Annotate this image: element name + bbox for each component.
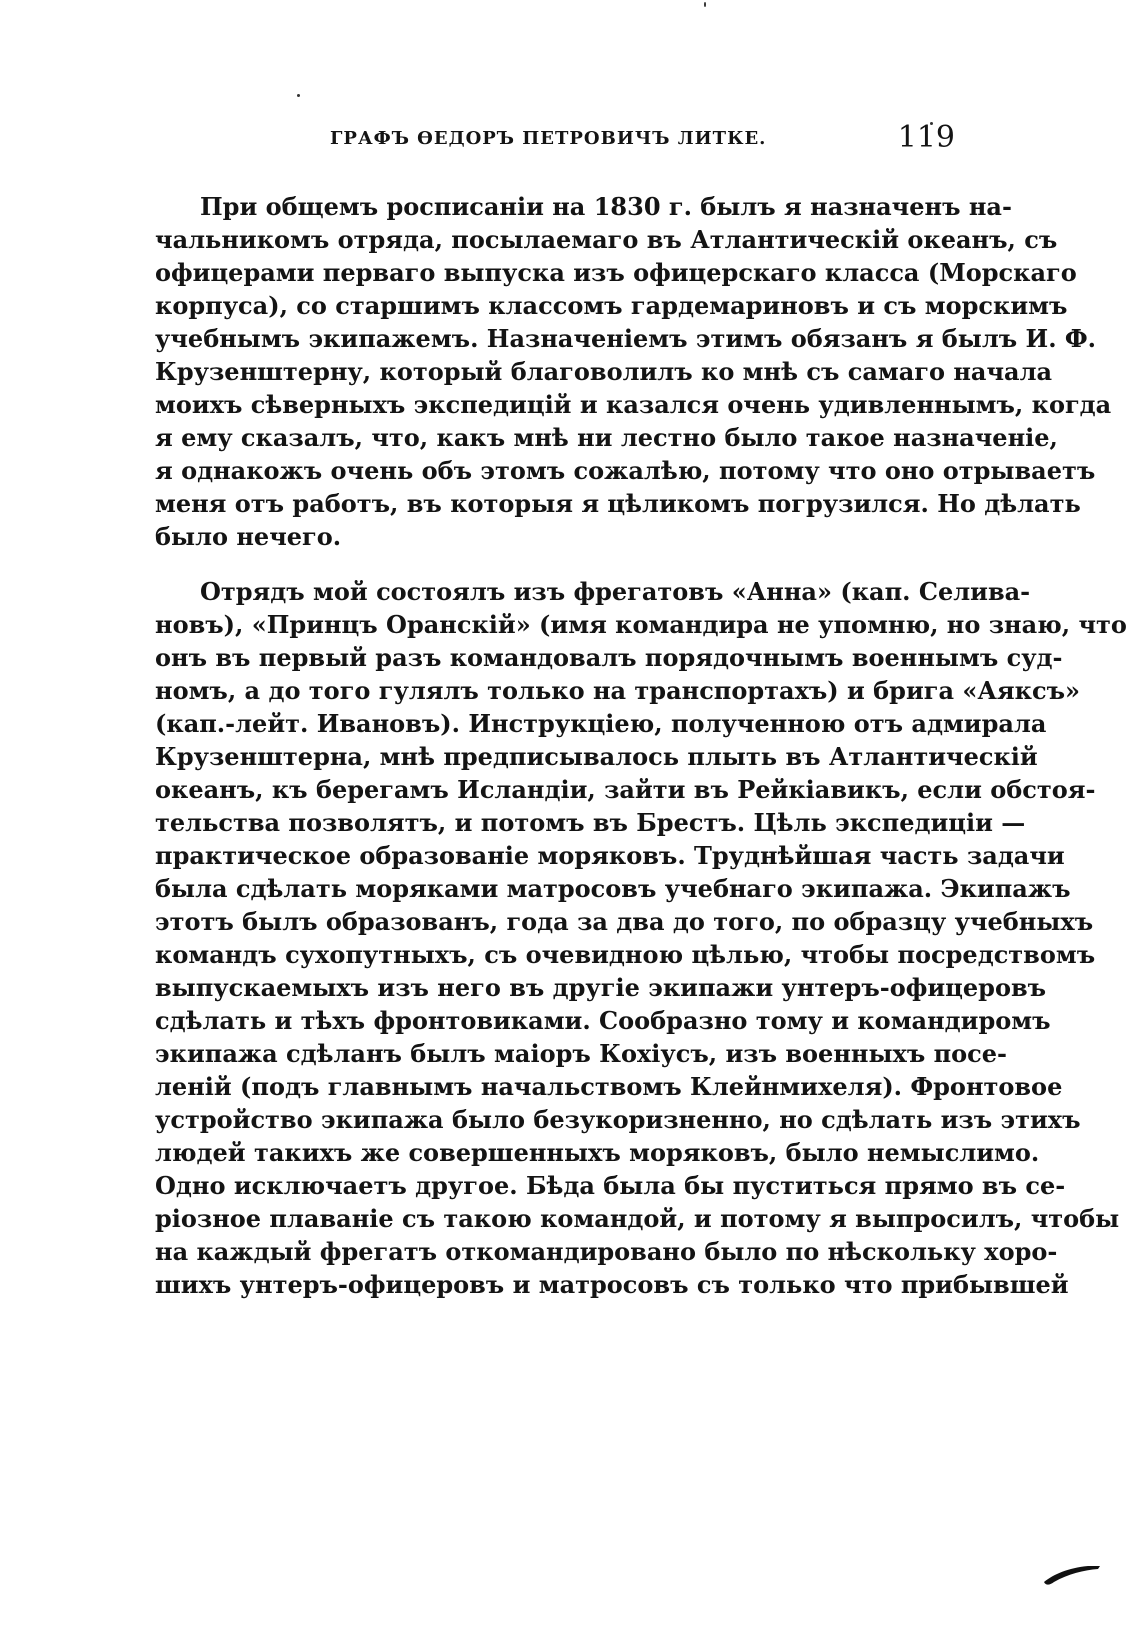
text-line: Крузенштерну, который благоволилъ ко мнѣ съ самаго начала: [155, 357, 1053, 386]
text-line: моихъ сѣверныхъ экспедицій и казался очень удивленнымъ, когда: [155, 390, 1112, 419]
text-line: сдѣлать и тѣхъ фронтовиками. Сообразно тому и командиромъ: [155, 1006, 1051, 1035]
text-line: на каждый фрегатъ откомандировано было по нѣскольку хоро-: [155, 1237, 1058, 1266]
page-number: 119: [897, 120, 955, 155]
text-line: (кап.-лейт. Ивановъ). Инструкціею, полученною отъ адмирала: [155, 709, 1047, 738]
running-head-title: ГРАФЪ ӨЕДОРЪ ПЕТРОВИЧЪ ЛИТКЕ.: [330, 128, 767, 149]
text-line: практическое образованіе моряковъ. Труднѣйшая часть задачи: [155, 841, 1065, 870]
text-line: океанъ, къ берегамъ Исландіи, зайти въ Рейкіавикъ, если обстоя-: [155, 775, 1096, 804]
text-line: меня отъ работъ, въ которыя я цѣликомъ погрузился. Но дѣлать: [155, 489, 1081, 518]
text-line: офицерами перваго выпуска изъ офицерскаго класса (Морскаго: [155, 258, 1077, 287]
paragraph: [155, 575, 1127, 1301]
text-line: экипажа сдѣланъ былъ маіоръ Кохіусъ, изъ военныхъ посе-: [155, 1039, 1007, 1068]
text-line: выпускаемыхъ изъ него въ другіе экипажи унтеръ-офицеровъ: [155, 973, 1047, 1002]
text-line: новъ), «Принцъ Оранскій» (имя командира не упомню, но знаю, что: [155, 610, 1127, 639]
paragraph: [155, 190, 1112, 553]
text-line: учебнымъ экипажемъ. Назначеніемъ этимъ обязанъ я былъ И. Ф.: [155, 324, 1097, 353]
text-line: этотъ былъ образованъ, года за два до того, по образцу учебныхъ: [155, 907, 1094, 936]
running-head: [330, 120, 955, 155]
ink-stroke-mark: [1042, 1560, 1102, 1590]
text-line: чальникомъ отряда, посылаемаго въ Атлантическій океанъ, съ: [155, 225, 1058, 254]
text-line: Крузенштерна, мнѣ предписывалось плыть въ Атлантическій: [155, 742, 1038, 771]
text-line: я однакожъ очень объ этомъ сожалѣю, потому что оно отрываетъ: [155, 456, 1096, 485]
text-line: тельства позволятъ, и потомъ въ Брестъ. Цѣль экспедиціи —: [155, 808, 1026, 837]
text-line: Одно исключаетъ другое. Бѣда была бы пуститься прямо въ се-: [155, 1171, 1066, 1200]
text-line: номъ, а до того гулялъ только на транспортахъ) и брига «Аяксъ»: [155, 676, 1081, 705]
text-line: была сдѣлать моряками матросовъ учебнаго экипажа. Экипажъ: [155, 874, 1071, 903]
body-text: [155, 190, 1127, 1301]
text-line: онъ въ первый разъ командовалъ порядочнымъ военнымъ суд-: [155, 643, 1063, 672]
text-line: При общемъ росписаніи на 1830 г. былъ я назначенъ на-: [200, 192, 1012, 221]
text-line: леній (подъ главнымъ начальствомъ Клейнмихеля). Фронтовое: [155, 1072, 1063, 1101]
text-line: корпуса), со старшимъ классомъ гардемариновъ и съ морскимъ: [155, 291, 1068, 320]
text-line: командъ сухопутныхъ, съ очевидною цѣлью, чтобы посредствомъ: [155, 940, 1096, 969]
ink-speck: [297, 94, 300, 97]
text-line: Отрядъ мой состоялъ изъ фрегатовъ «Анна» (кап. Селива-: [200, 577, 1031, 606]
text-line: было нечего.: [155, 522, 342, 551]
text-line: шихъ унтеръ-офицеровъ и матросовъ съ только что прибывшей: [155, 1270, 1069, 1299]
text-line: я ему сказалъ, что, какъ мнѣ ни лестно было такое назначеніе,: [155, 423, 1058, 452]
paragraph-gap: [155, 553, 955, 575]
text-line: людей такихъ же совершенныхъ моряковъ, было немыслимо.: [155, 1138, 1040, 1167]
text-line: ріозное плаваніе съ такою командой, и потому я выпросилъ, чтобы: [155, 1204, 1120, 1233]
ink-speck: [704, 2, 706, 7]
text-line: устройство экипажа было безукоризненно, но сдѣлать изъ этихъ: [155, 1105, 1081, 1134]
